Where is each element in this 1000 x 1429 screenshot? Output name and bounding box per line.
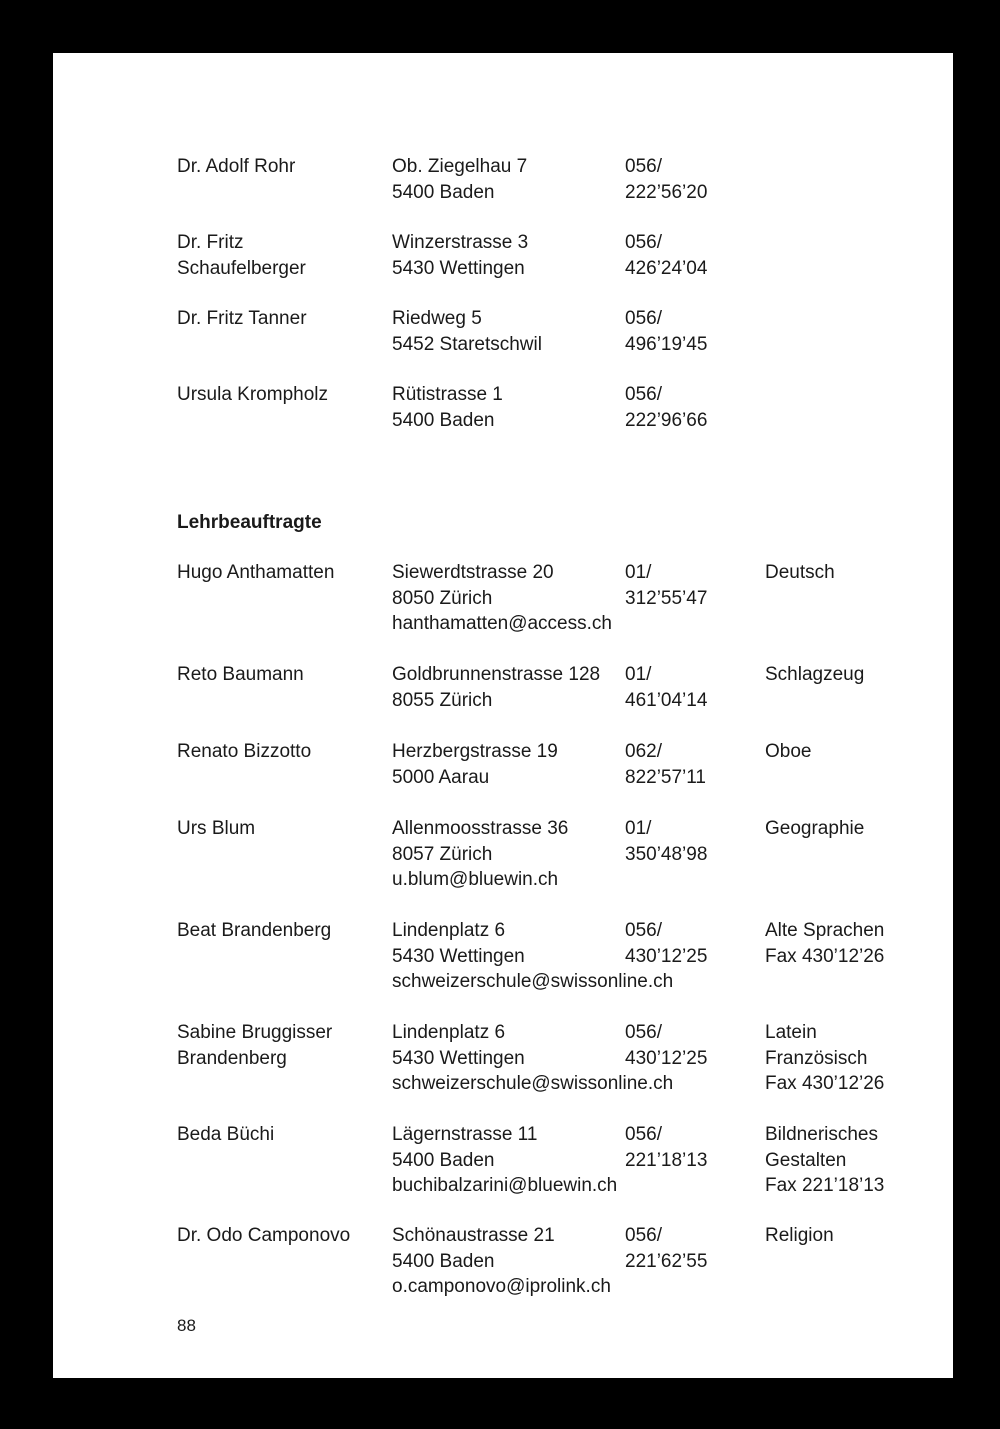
page-number: 88 [177,1316,196,1335]
contact-subject: Geographie [765,818,865,839]
contact-address: Ob. Ziegelhau 7 5400 Baden [392,156,528,203]
contact-address: Siewerdtstrasse 20 8050 Zürich hanthamatten@access.ch [392,560,612,637]
contact-address: Winzerstrasse 3 5430 Wettingen [392,232,529,279]
contact-address: Lägernstrasse 11 5400 Baden buchibalzarini@bluewin.ch [392,1122,617,1199]
contact-address: Rütistrasse 1 5400 Baden [392,384,503,431]
contact-address: Schönaustrasse 21 5400 Baden o.camponovo@iprolink.ch [392,1223,611,1300]
section-heading: Lehrbeauftragte [177,512,322,533]
contact-name: Renato Bizzotto [177,741,312,762]
contact-phone: 056/ 222’96’66 [625,384,708,431]
contact-phone: 056/ 221’18’13 [625,1124,708,1171]
contact-subject: Oboe [765,741,812,762]
contact-address: Goldbrunnenstrasse 128 8055 Zürich [392,664,601,711]
contact-subject: Religion [765,1225,834,1246]
contact-address: Riedweg 5 5452 Staretschwil [392,308,542,355]
contact-name: Urs Blum [177,818,256,839]
contact-address: Lindenplatz 6 5430 Wettingen schweizerschule@swissonline.ch [392,1020,673,1097]
contact-subject: Deutsch [765,562,835,583]
contact-address: Allenmoosstrasse 36 8057 Zürich u.blum@bluewin.ch [392,816,568,893]
contact-phone: 056/ 430’12’25 [625,920,708,967]
contact-name: Dr. Odo Camponovo [177,1225,351,1246]
contact-name: Hugo Anthamatten [177,562,335,583]
contact-phone: 056/ 426’24’04 [625,232,708,279]
contact-subject: Latein Französisch Fax 430’12’26 [765,1022,885,1094]
contact-phone: 056/ 222’56’20 [625,156,708,203]
contact-subject: Bildnerisches Gestalten Fax 221’18’13 [765,1124,885,1196]
contact-name: Beat Brandenberg [177,920,332,941]
contact-name: Beda Büchi [177,1124,275,1145]
contact-name: Ursula Krompholz [177,384,328,405]
contact-email: u.blum@bluewin.ch [392,869,559,890]
contact-name: Dr. Fritz Tanner [177,308,307,329]
contact-subject: Schlagzeug [765,664,865,685]
contact-phone: 01/ 312’55’47 [625,562,708,609]
contact-email: schweizerschule@swissonline.ch [392,1073,674,1094]
contact-email: schweizerschule@swissonline.ch [392,971,674,992]
contact-phone: 056/ 221’62’55 [625,1225,708,1272]
contact-phone: 056/ 430’12’25 [625,1022,708,1069]
contact-phone: 01/ 461’04’14 [625,664,708,711]
contact-email: hanthamatten@access.ch [392,613,612,634]
contact-phone: 056/ 496’19’45 [625,308,708,355]
contact-address: Herzbergstrasse 19 5000 Aarau [392,741,558,788]
document-page [53,53,953,1378]
contact-phone: 062/ 822’57’11 [625,741,707,788]
contact-email: buchibalzarini@bluewin.ch [392,1175,618,1196]
contact-phone: 01/ 350’48’98 [625,818,708,865]
contact-name: Dr. Adolf Rohr [177,156,296,177]
contact-address: Lindenplatz 6 5430 Wettingen schweizerschule@swissonline.ch [392,918,673,995]
contact-email: o.camponovo@iprolink.ch [392,1276,611,1297]
contact-name: Reto Baumann [177,664,304,685]
contact-name: Sabine Bruggisser Brandenberg [177,1022,333,1069]
contact-subject: Alte Sprachen Fax 430’12’26 [765,920,885,967]
contact-name: Dr. Fritz Schaufelberger [177,232,306,279]
